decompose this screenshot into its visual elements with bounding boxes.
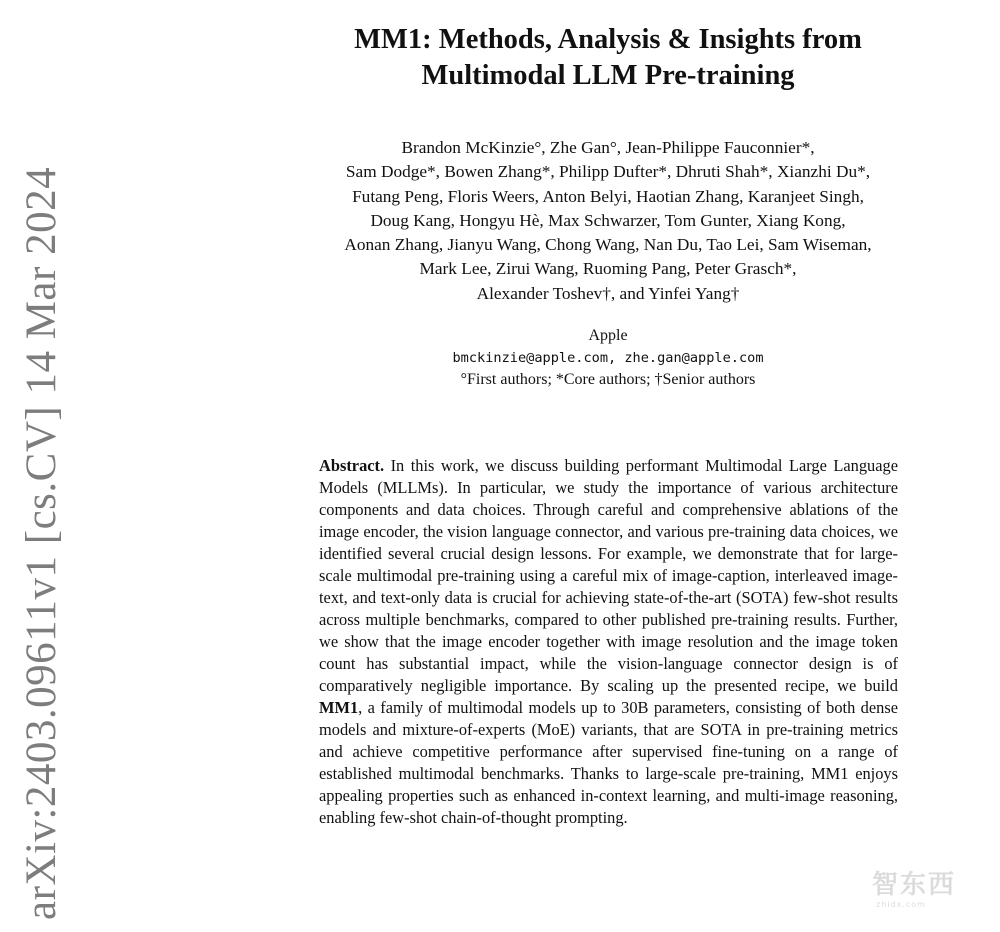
arxiv-identifier-stamp: arXiv:2403.09611v1 [cs.CV] 14 Mar 2024 (18, 166, 65, 920)
affiliation-block (250, 325, 966, 391)
title-line-1: MM1: Methods, Analysis & Insights from (354, 24, 862, 55)
paper-title (240, 22, 976, 94)
watermark-text: 智东西 (872, 870, 957, 900)
author-line-5: Aonan Zhang, Jianyu Wang, Chong Wang, Nan Du, Tao Lei, Sam Wiseman, (344, 235, 872, 255)
watermark-logo (862, 862, 980, 922)
abstract-text-part1: In this work, we discuss building performant Multimodal Large Language Models (MLLMs). In particular, we study the importance of various architecture components and data choices. Through careful and comprehensive ablations of the image encoder, the vision language connector, and various pre-training data choices, we identified several crucial design lessons. For example, we demonstrate that for large-scale multimodal pre-training using a careful mix of image-caption, interleaved image-text, and text-only data is crucial for achieving state-of-the-art (SOTA) few-shot results across multiple benchmarks, compared to other published pre-training results. Further, we show that the image encoder together with image resolution and the image token count has substantial impact, while the vision-language connector design is of comparatively negligible importance. By scaling up the presented recipe, we build (319, 456, 898, 695)
author-footnote: °First authors; *Core authors; †Senior authors (460, 371, 756, 388)
abstract (319, 455, 898, 829)
author-line-7: Alexander Toshev†, and Yinfei Yang† (476, 283, 740, 303)
author-line-2: Sam Dodge*, Bowen Zhang*, Philipp Dufter*, Dhruti Shah*, Xianzhi Du*, (345, 162, 871, 182)
abstract-text-part2: , a family of multimodal models up to 30B parameters, consisting of both dense models and mixture-of-experts (MoE) variants, that are SOTA in pre-training metrics and achieve competitive performance after supervised fine-tuning on a range of established multimodal benchmarks. Thanks to large-scale pre-training, MM1 enjoys appealing properties such as enhanced in-context learning, and multi-image reasoning, enabling few-shot chain-of-thought prompting. (319, 698, 898, 827)
author-line-4: Doug Kang, Hongyu Hè, Max Schwarzer, Tom Gunter, Xiang Kong, (370, 210, 846, 230)
author-line-1: Brandon McKinzie°, Zhe Gan°, Jean-Philippe Fauconnier*, (401, 138, 815, 157)
author-emails: bmckinzie@apple.com, zhe.gan@apple.com (452, 350, 764, 366)
affiliation: Apple (588, 327, 628, 344)
author-list (250, 136, 966, 306)
abstract-model-name: MM1 (319, 698, 359, 717)
abstract-label: Abstract. (319, 456, 385, 475)
watermark-subtext: zhidx.com (876, 900, 926, 909)
author-line-6: Mark Lee, Zirui Wang, Ruoming Pang, Peter Grasch*, (419, 259, 797, 279)
author-line-3: Futang Peng, Floris Weers, Anton Belyi, Haotian Zhang, Karanjeet Singh, (352, 186, 864, 206)
title-line-2: Multimodal LLM Pre-training (421, 60, 795, 91)
